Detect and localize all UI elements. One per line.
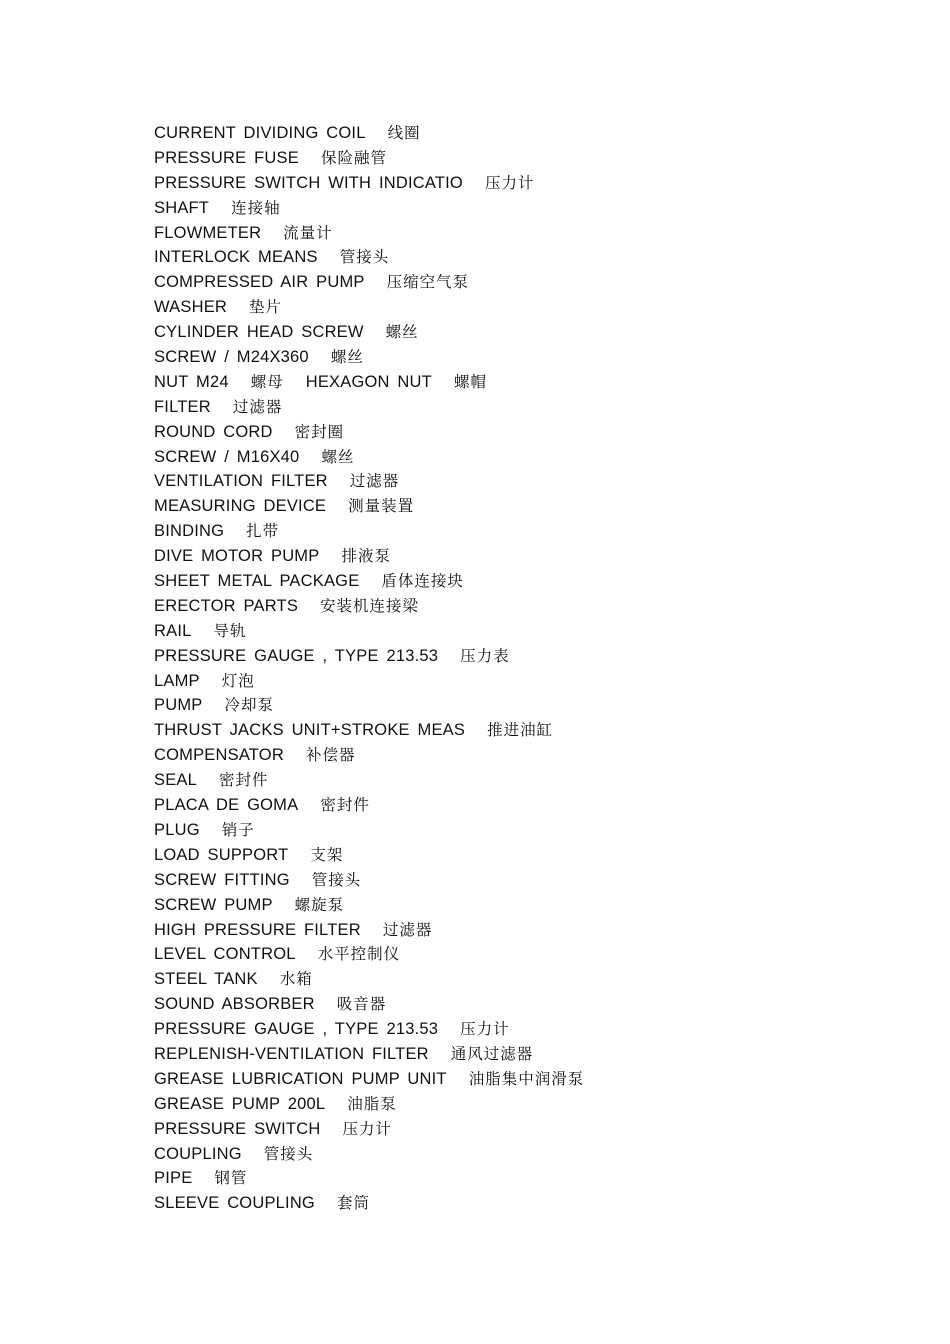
- english-term: PRESSURE SWITCH: [154, 1119, 321, 1138]
- glossary-entry: [154, 395, 854, 420]
- glossary-entry: [154, 270, 854, 295]
- chinese-translation: 油脂集中润滑泵: [468, 1069, 585, 1088]
- glossary-entry: [154, 693, 854, 718]
- english-term: SCREW / M24X360: [154, 348, 309, 367]
- english-term: PIPE: [154, 1169, 193, 1188]
- glossary-entry: [154, 544, 854, 569]
- glossary-entry: [154, 818, 854, 843]
- glossary-entry: [154, 1092, 854, 1117]
- english-term: GREASE LUBRICATION PUMP UNIT: [154, 1069, 447, 1088]
- english-term: CURRENT DIVIDING COIL: [154, 124, 366, 142]
- glossary-entry: [154, 743, 854, 768]
- glossary-list: [154, 121, 854, 1216]
- glossary-entry: [154, 320, 854, 345]
- glossary-entry: [154, 121, 854, 146]
- english-term: LOAD SUPPORT: [154, 845, 289, 864]
- english-term: COMPRESSED AIR PUMP: [154, 273, 365, 292]
- english-term: COMPENSATOR: [154, 746, 284, 765]
- glossary-entry: [154, 519, 854, 544]
- chinese-translation: 管接头: [311, 870, 362, 889]
- glossary-entry: [154, 644, 854, 669]
- english-term: SCREW FITTING: [154, 870, 290, 889]
- chinese-translation: 套筒: [336, 1194, 370, 1213]
- english-term: LEVEL CONTROL: [154, 945, 296, 964]
- english-term: THRUST JACKS UNIT+STROKE MEAS: [154, 721, 466, 740]
- chinese-translation: 压力计: [484, 173, 535, 192]
- chinese-translation: 支架: [310, 845, 344, 864]
- english-term: STEEL TANK: [154, 970, 258, 989]
- glossary-entry: [154, 967, 854, 992]
- glossary-entry: [154, 843, 854, 868]
- english-term: FILTER: [154, 397, 211, 416]
- chinese-translation: 线圈: [387, 124, 421, 142]
- chinese-translation: 水平控制仪: [317, 945, 401, 964]
- glossary-entry: [154, 893, 854, 918]
- chinese-translation: 密封件: [320, 796, 370, 815]
- chinese-translation: 连接轴: [231, 198, 281, 217]
- glossary-entry: [154, 718, 854, 743]
- glossary-entry: [154, 594, 854, 619]
- english-term: REPLENISH-VENTILATION FILTER: [154, 1044, 429, 1063]
- chinese-translation: 流量计: [283, 223, 333, 242]
- english-term: GREASE PUMP 200L: [154, 1094, 326, 1113]
- english-term: DIVE MOTOR PUMP: [154, 547, 320, 566]
- english-term: PLUG: [154, 820, 200, 839]
- chinese-translation: 螺母: [250, 372, 284, 391]
- glossary-entry: [154, 669, 854, 694]
- chinese-translation: 螺帽: [453, 372, 487, 391]
- chinese-translation: 密封件: [219, 771, 269, 790]
- chinese-translation: 油脂泵: [347, 1094, 397, 1113]
- english-term: SHEET METAL PACKAGE: [154, 572, 360, 591]
- english-term: ROUND CORD: [154, 422, 273, 441]
- chinese-translation: 通风过滤器: [450, 1044, 534, 1063]
- english-term: COUPLING: [154, 1144, 242, 1163]
- english-term: SOUND ABSORBER: [154, 995, 315, 1014]
- glossary-entry: [154, 469, 854, 494]
- glossary-entry: [154, 420, 854, 445]
- chinese-translation: 压力表: [460, 646, 510, 665]
- glossary-entry: [154, 196, 854, 221]
- english-term: NUT M24: [154, 372, 229, 391]
- chinese-translation: 销子: [221, 820, 255, 839]
- glossary-entry: [154, 1017, 854, 1042]
- glossary-entry: [154, 942, 854, 967]
- chinese-translation: 过滤器: [382, 920, 433, 939]
- glossary-entry: [154, 221, 854, 246]
- chinese-translation: 补偿器: [305, 746, 356, 765]
- english-term: FLOWMETER: [154, 223, 262, 242]
- chinese-translation: 垫片: [249, 298, 283, 317]
- chinese-translation: 钢管: [214, 1169, 248, 1188]
- chinese-translation: 螺丝: [330, 348, 364, 367]
- english-term: LAMP: [154, 671, 200, 690]
- chinese-translation: 排液泵: [341, 547, 391, 566]
- english-term: VENTILATION FILTER: [154, 472, 328, 491]
- english-term: SLEEVE COUPLING: [154, 1194, 315, 1213]
- glossary-entry: [154, 1142, 854, 1167]
- english-term: BINDING: [154, 522, 225, 541]
- english-term: PRESSURE GAUGE , TYPE 213.53: [154, 1020, 439, 1039]
- chinese-translation: 压缩空气泵: [386, 273, 470, 292]
- glossary-entry: [154, 1117, 854, 1142]
- glossary-entry: [154, 793, 854, 818]
- glossary-entry: [154, 494, 854, 519]
- english-term: HEXAGON NUT: [305, 372, 432, 391]
- english-term: MEASURING DEVICE: [154, 497, 327, 516]
- chinese-translation: 螺丝: [385, 323, 419, 342]
- english-term: RAIL: [154, 621, 192, 640]
- chinese-translation: 吸音器: [336, 995, 387, 1014]
- glossary-entry: [154, 345, 854, 370]
- chinese-translation: 螺丝: [321, 447, 355, 466]
- glossary-entry: [154, 295, 854, 320]
- chinese-translation: 灯泡: [221, 671, 255, 690]
- english-term: SCREW / M16X40: [154, 447, 300, 466]
- chinese-translation: 水箱: [279, 970, 313, 989]
- chinese-translation: 推进油缸: [487, 721, 554, 740]
- english-term: PRESSURE FUSE: [154, 148, 299, 167]
- chinese-translation: 导轨: [213, 621, 247, 640]
- chinese-translation: 保险融管: [320, 148, 387, 167]
- english-term: PUMP: [154, 696, 203, 715]
- english-term: PRESSURE GAUGE , TYPE 213.53: [154, 646, 439, 665]
- chinese-translation: 过滤器: [349, 472, 400, 491]
- glossary-entry: [154, 445, 854, 470]
- chinese-translation: 扎带: [246, 522, 280, 541]
- english-term: SHAFT: [154, 198, 210, 217]
- glossary-entry: [154, 868, 854, 893]
- english-term: WASHER: [154, 298, 228, 317]
- glossary-entry: [154, 768, 854, 793]
- glossary-entry: [154, 146, 854, 171]
- english-term: HIGH PRESSURE FILTER: [154, 920, 361, 939]
- chinese-translation: 螺旋泵: [294, 895, 345, 914]
- chinese-translation: 冷却泵: [224, 696, 274, 715]
- glossary-entry: [154, 569, 854, 594]
- glossary-entry: [154, 245, 854, 270]
- english-term: INTERLOCK MEANS: [154, 248, 318, 267]
- english-term: ERECTOR PARTS: [154, 596, 299, 615]
- glossary-entry: [154, 1042, 854, 1067]
- chinese-translation: 盾体连接块: [381, 572, 464, 591]
- glossary-entry: [154, 171, 854, 196]
- glossary-entry: [154, 1191, 854, 1216]
- english-term: CYLINDER HEAD SCREW: [154, 323, 364, 342]
- chinese-translation: 压力计: [342, 1119, 392, 1138]
- chinese-translation: 压力计: [460, 1020, 510, 1039]
- glossary-entry: [154, 370, 854, 395]
- chinese-translation: 过滤器: [232, 397, 283, 416]
- glossary-entry: [154, 619, 854, 644]
- chinese-translation: 管接头: [339, 248, 390, 267]
- glossary-entry: [154, 1166, 854, 1191]
- glossary-entry: [154, 992, 854, 1017]
- chinese-translation: 密封圈: [294, 422, 345, 441]
- chinese-translation: 管接头: [263, 1144, 314, 1163]
- glossary-entry: [154, 1067, 854, 1092]
- english-term: SEAL: [154, 771, 197, 790]
- chinese-translation: 测量装置: [348, 497, 415, 516]
- chinese-translation: 安装机连接梁: [320, 596, 420, 615]
- glossary-entry: [154, 918, 854, 943]
- english-term: SCREW PUMP: [154, 895, 273, 914]
- english-term: PRESSURE SWITCH WITH INDICATIO: [154, 173, 463, 192]
- english-term: PLACA DE GOMA: [154, 796, 299, 815]
